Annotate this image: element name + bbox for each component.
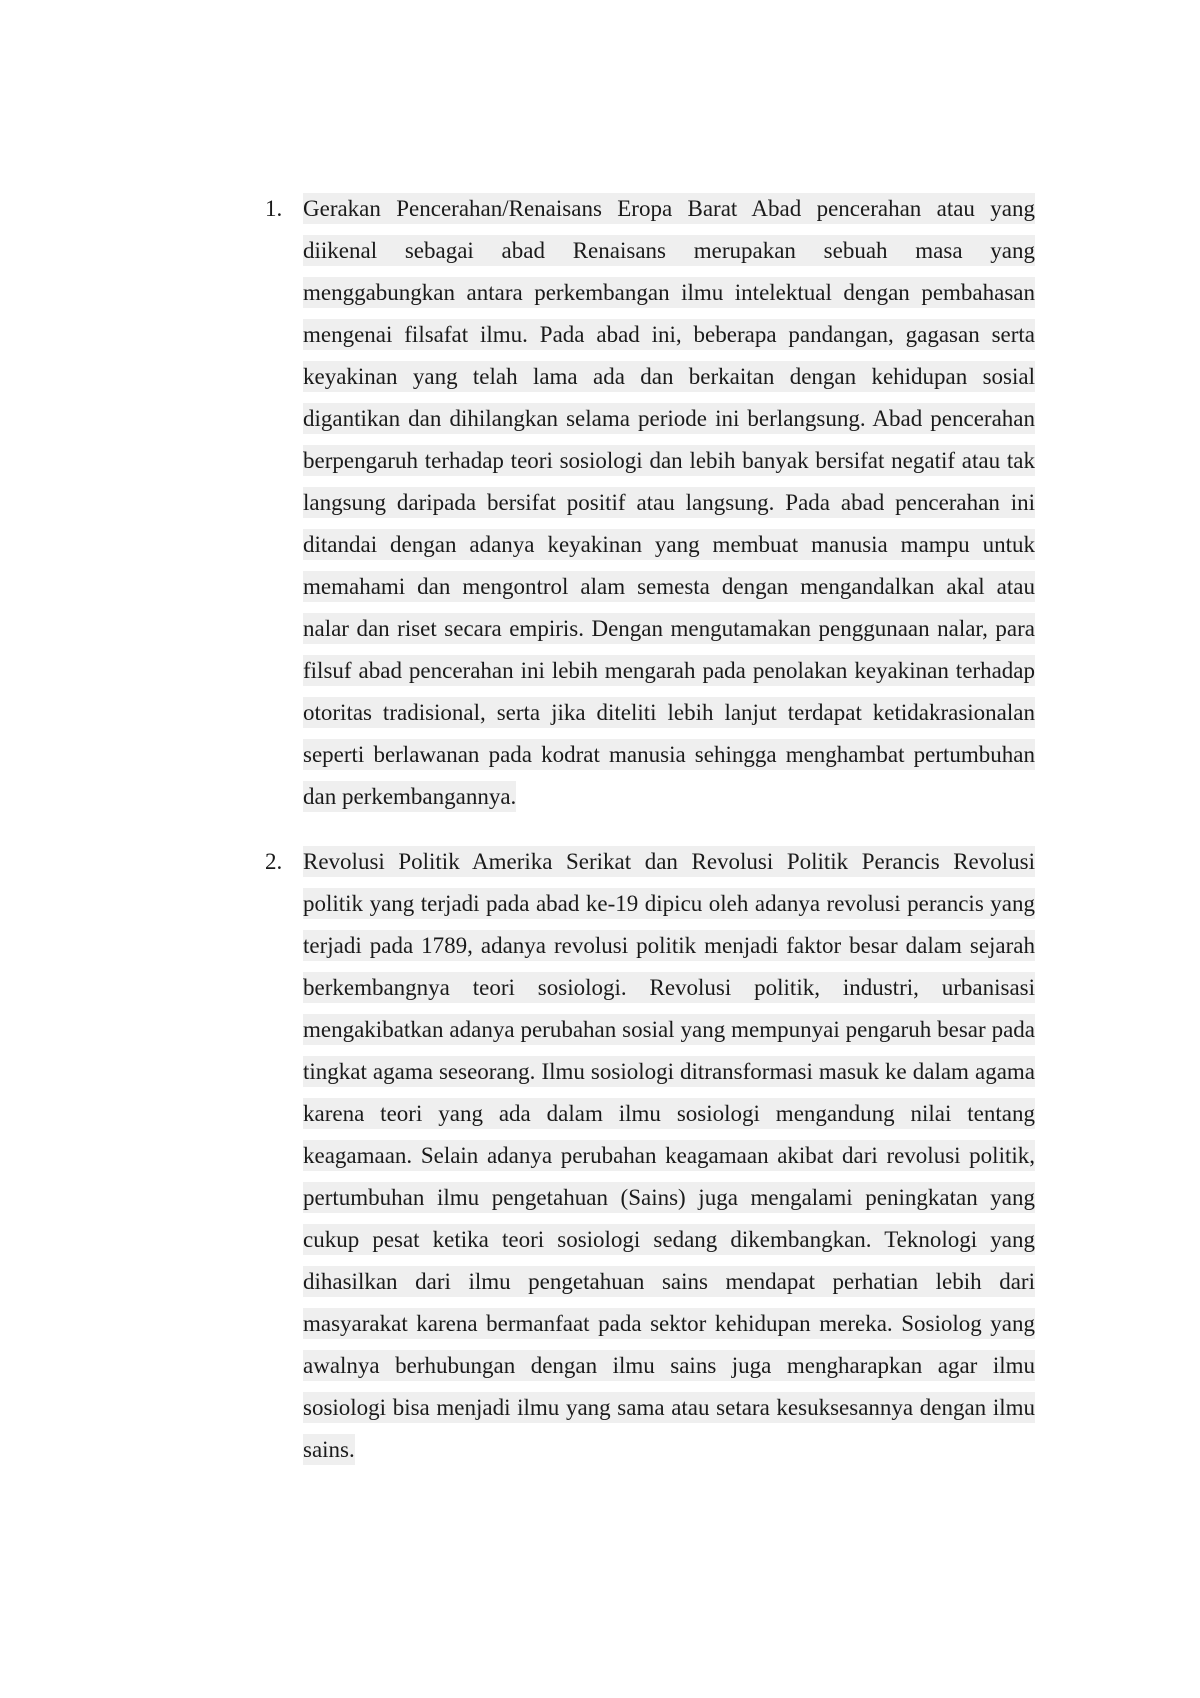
list-item-number: 1. [265,196,283,221]
list-item-number: 2. [265,849,283,874]
list-item [265,188,1035,818]
list-item-paragraph [303,841,1035,1471]
list-item-paragraph [303,188,1035,818]
list-item-text: Gerakan Pencerahan/Renaisans Eropa Barat Abad pencerahan atau yang diikenal sebagai abad Renaisans merupakan sebuah masa yang menggabungkan antara perkembangan ilmu intelektual dengan pembahasan mengenai filsafat ilmu. Pada abad ini, beberapa pandangan, gagasan serta keyakinan yang telah lama ada dan berkaitan dengan kehidupan sosial digantikan dan dihilangkan selama periode ini berlangsung. Abad pencerahan berpengaruh terhadap teori sosiologi dan lebih banyak bersifat negatif atau tak langsung daripada bersifat positif atau langsung. Pada abad pencerahan ini ditandai dengan adanya keyakinan yang membuat manusia mampu untuk memahami dan mengontrol alam semesta dengan mengandalkan akal atau nalar dan riset secara empiris. Dengan mengutamakan penggunaan nalar, para filsuf abad pencerahan ini lebih mengarah pada penolakan keyakinan terhadap otoritas tradisional, serta jika diteliti lebih lanjut terdapat ketidakrasionalan seperti berlawanan pada kodrat manusia sehingga menghambat pertumbuhan dan perkembangannya. [303,193,1035,812]
list-item-text: Revolusi Politik Amerika Serikat dan Revolusi Politik Perancis Revolusi politik yang terjadi pada abad ke-19 dipicu oleh adanya revolusi perancis yang terjadi pada 1789, adanya revolusi politik menjadi faktor besar dalam sejarah berkembangnya teori sosiologi. Revolusi politik, industri, urbanisasi mengakibatkan adanya perubahan sosial yang mempunyai pengaruh besar pada tingkat agama seseorang. Ilmu sosiologi ditransformasi masuk ke dalam agama karena teori yang ada dalam ilmu sosiologi mengandung nilai tentang keagamaan. Selain adanya perubahan keagamaan akibat dari revolusi politik, pertumbuhan ilmu pengetahuan (Sains) juga mengalami peningkatan yang cukup pesat ketika teori sosiologi sedang dikembangkan. Teknologi yang dihasilkan dari ilmu pengetahuan sains mendapat perhatian lebih dari masyarakat karena bermanfaat pada sektor kehidupan mereka. Sosiolog yang awalnya berhubungan dengan ilmu sains juga mengharapkan agar ilmu sosiologi bisa menjadi ilmu yang sama atau setara kesuksesannya dengan ilmu sains. [303,846,1035,1465]
list-item [265,841,1035,1471]
numbered-list [265,165,1035,1494]
